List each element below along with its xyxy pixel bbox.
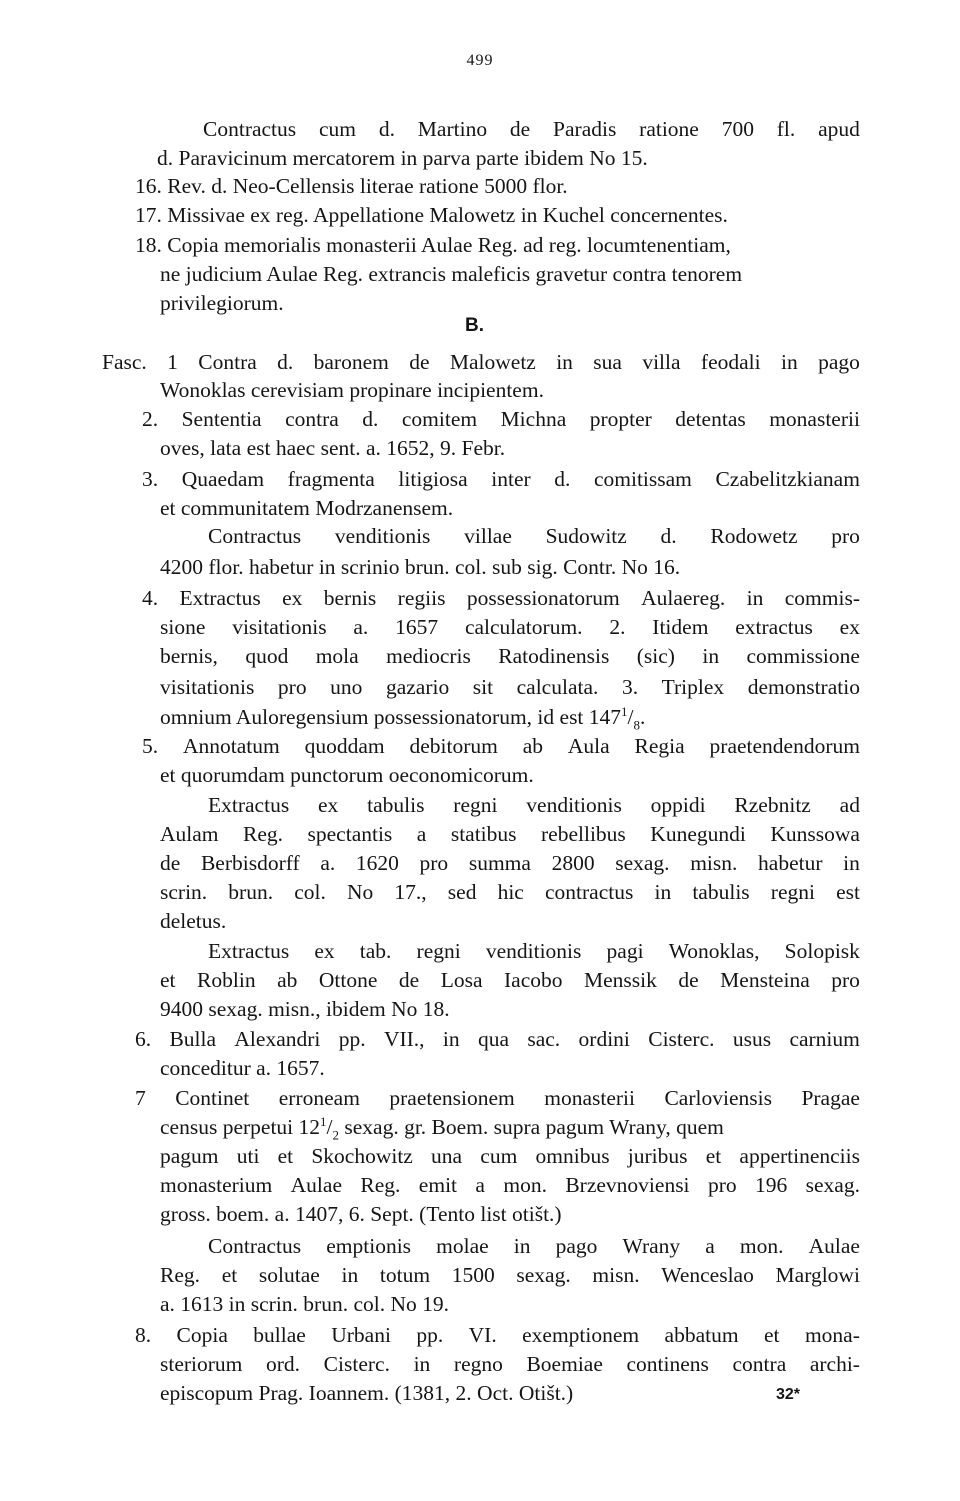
fraction-numerator: 1 (621, 703, 628, 719)
word: villa (642, 350, 681, 374)
word: Rzebnitz (734, 793, 811, 817)
word: pro (277, 675, 307, 699)
word: feodali (700, 350, 761, 374)
word: Pragae (801, 1086, 860, 1110)
word: Martino (417, 117, 488, 141)
word: detentas (675, 407, 746, 431)
word: ex (318, 793, 339, 817)
word: ex (282, 586, 303, 610)
text-line (208, 1232, 860, 1260)
word: brun. (228, 880, 274, 904)
word: Rodowetz (710, 524, 798, 548)
word: spectantis (307, 822, 393, 846)
word: comitem (401, 407, 478, 431)
word: VI. (468, 1323, 497, 1347)
text-line (160, 642, 860, 670)
text-line: 9400 sexag. misn., ibidem No 18. (160, 997, 450, 1021)
word: venditionis (485, 939, 582, 963)
word: in (843, 851, 860, 875)
word: est (836, 880, 860, 904)
word: scrin. (160, 880, 208, 904)
text-line: gross. boem. a. 1407, 6. Sept. (Tento list otišt.) (160, 1202, 562, 1226)
word: pp. (416, 1323, 444, 1347)
word: inter (491, 467, 531, 491)
word: misn. (592, 1263, 640, 1287)
word: summa (468, 851, 531, 875)
word: pro (831, 524, 860, 548)
word: regni (453, 793, 498, 817)
word: regni (416, 939, 461, 963)
word: 2800 (551, 851, 595, 875)
fraction-numerator: 1 (320, 1113, 327, 1129)
word: qua (477, 1027, 510, 1051)
word: appertinenciis (739, 1144, 860, 1168)
word: Solopisk (784, 939, 860, 963)
word: litigiosa (398, 467, 468, 491)
word: tabulis (367, 793, 425, 817)
word: erroneam (278, 1086, 360, 1110)
word: a (475, 1173, 485, 1197)
word: ordini (578, 1027, 630, 1051)
word: 2. (609, 615, 626, 639)
word: sit (472, 675, 494, 699)
word: Contractus (208, 524, 302, 548)
word: sexag. (516, 1263, 571, 1287)
word: Quaedam (181, 467, 265, 491)
text-line (208, 937, 860, 965)
word: pago (555, 1234, 598, 1258)
word: in (341, 1263, 359, 1287)
word: pro (419, 851, 449, 875)
word: una (431, 1144, 463, 1168)
word: venditionis (334, 524, 431, 548)
word: in (513, 1234, 531, 1258)
word: in (556, 350, 573, 374)
word: pro (707, 1173, 737, 1197)
word: mon. (503, 1173, 547, 1197)
line-text: census perpetui 12 (160, 1115, 321, 1139)
word: a. (320, 851, 336, 875)
word: ord. (266, 1352, 301, 1376)
word: Sententia (181, 407, 262, 431)
line-tail: sexag. gr. Boem. supra pagum Wrany, quem (339, 1115, 724, 1139)
text-line: deletus. (160, 909, 227, 933)
word: Bulla (169, 1027, 217, 1051)
word: d. (362, 407, 379, 431)
word: Marglowi (775, 1263, 860, 1287)
word: Urbani (331, 1323, 391, 1347)
word: et (221, 1263, 238, 1287)
word: debitorum (409, 734, 498, 758)
word: de (678, 968, 699, 992)
word: 1620 (355, 851, 399, 875)
text-line (142, 584, 860, 612)
word: tab. (359, 939, 392, 963)
text-line (203, 115, 860, 143)
text-line: et quorumdam punctorum oeconomicorum. (160, 763, 534, 787)
fraction-denominator: 2 (332, 1127, 339, 1143)
word: praetendendorum (709, 734, 860, 758)
word: 8. (135, 1323, 152, 1347)
word: sua (593, 350, 622, 374)
word: monasterium (160, 1173, 273, 1197)
word: misn. (690, 851, 738, 875)
word: regiis (397, 586, 446, 610)
word: Aulaereg. (641, 586, 726, 610)
word: usus (732, 1027, 772, 1051)
word: contra (732, 1352, 787, 1376)
word: Aulae (290, 1173, 342, 1197)
word: ad (839, 793, 860, 817)
word: Paradis (553, 117, 617, 141)
word: Cisterc. (648, 1027, 715, 1051)
word: uti (236, 1144, 260, 1168)
word: de (398, 968, 420, 992)
word: Triplex (661, 675, 725, 699)
word: mediocris (386, 644, 471, 668)
text-line: oves, lata est haec sent. a. 1652, 9. Febr. (160, 436, 506, 460)
word: Sudowitz (545, 524, 627, 548)
word: de (409, 350, 430, 374)
word: in (442, 1027, 460, 1051)
word: Skochowitz (311, 1144, 413, 1168)
text-line: privilegiorum. (160, 291, 284, 315)
text-line: conceditur a. 1657. (160, 1056, 325, 1080)
text-line (102, 348, 860, 376)
word: molae (436, 1234, 489, 1258)
text-line: episcopum Prag. Ioannem. (1381, 2. Oct. Otišt.) (160, 1381, 574, 1405)
word: sione (160, 615, 206, 639)
word: Malowetz (449, 350, 536, 374)
word: 6. (135, 1027, 152, 1051)
word: Michna (500, 407, 567, 431)
word: Regia (634, 734, 685, 758)
text-line (142, 405, 860, 433)
word: Ratodinensis (498, 644, 610, 668)
word: totum (379, 1263, 431, 1287)
word: Aula (567, 734, 610, 758)
word: habetur (758, 851, 823, 875)
word: Iacobo (504, 968, 563, 992)
word: Boemiae (526, 1352, 603, 1376)
word: emptionis (326, 1234, 412, 1258)
text-line (160, 820, 860, 848)
text-line (135, 1084, 860, 1112)
word: 5. (142, 734, 159, 758)
word: 4. (142, 586, 159, 610)
word: omnibus (535, 1144, 610, 1168)
text-line: 18. Copia memorialis monasterii Aulae Reg. ad reg. locumtenentiam, (135, 233, 731, 257)
word: a (416, 822, 427, 846)
word: Reg. (360, 1173, 401, 1197)
word: d. (554, 467, 571, 491)
word: villae (464, 524, 512, 548)
word: d. (277, 350, 294, 374)
word: oppidi (650, 793, 706, 817)
word: Brzevnoviensi (565, 1173, 690, 1197)
word: monasterii (544, 1086, 635, 1110)
word: venditionis (526, 793, 622, 817)
word: 17., (394, 880, 427, 904)
text-line (160, 849, 860, 877)
word: regni (770, 880, 815, 904)
word: mon. (739, 1234, 784, 1258)
word: ex (839, 615, 860, 639)
word: cum (480, 1144, 518, 1168)
word: bernis, (160, 644, 218, 668)
word: col. (294, 880, 326, 904)
word: sac. (527, 1027, 561, 1051)
page-number: 499 (466, 52, 494, 69)
text-line (142, 465, 860, 493)
word: pago (818, 350, 860, 374)
fraction-denominator: 8 (633, 717, 641, 733)
word: juribus (627, 1144, 688, 1168)
word: a. (353, 615, 369, 639)
word: ex (314, 939, 335, 963)
word: Mensteina (720, 968, 810, 992)
text-line (160, 966, 860, 994)
word: monasterii (769, 407, 860, 431)
word: fl. (776, 117, 796, 141)
text-line: 17. Missivae ex reg. Appellatione Malowetz in Kuchel concernentes. (135, 203, 728, 227)
word: pagi (606, 939, 644, 963)
word: in (702, 644, 720, 668)
word: Contra (198, 350, 257, 374)
word: sexag. (615, 851, 670, 875)
text-line (208, 791, 860, 819)
word: (sic) (636, 644, 675, 668)
word: de (160, 851, 181, 875)
word: in (654, 880, 672, 904)
word: steriorum (160, 1352, 243, 1376)
word: 700 (721, 117, 754, 141)
word: ab (522, 734, 544, 758)
word: uno (330, 675, 363, 699)
word: Contractus (208, 1234, 302, 1258)
word: calculata. (516, 675, 599, 699)
word: bernis (323, 586, 377, 610)
word: Wrany (622, 1234, 681, 1258)
word: fragmenta (287, 467, 375, 491)
word: hic (497, 880, 524, 904)
word: cum (318, 117, 357, 141)
text-line (160, 673, 860, 701)
word: contractus (544, 880, 634, 904)
word: 1657 (395, 615, 439, 639)
word: exemptionem (522, 1323, 640, 1347)
word: Menssik (584, 968, 657, 992)
word: 7 (135, 1086, 146, 1110)
text-line (135, 1025, 860, 1053)
word: sed (447, 880, 477, 904)
word: Reg. (243, 822, 284, 846)
text-line (160, 1350, 860, 1378)
word: Aulam (160, 822, 219, 846)
word: et (705, 1144, 722, 1168)
word: a (705, 1234, 715, 1258)
word: Wenceslao (661, 1263, 754, 1287)
word: Ottone (318, 968, 378, 992)
word: continens (626, 1352, 709, 1376)
word: comitissam (593, 467, 692, 491)
word: praetensionem (389, 1086, 515, 1110)
word: Aulae (808, 1234, 860, 1258)
word: in (746, 586, 764, 610)
word: mona- (804, 1323, 860, 1347)
word: possessionatorum (466, 586, 620, 610)
word: Carloviensis (664, 1086, 772, 1110)
text-line (160, 1261, 860, 1289)
word: tabulis (692, 880, 750, 904)
word: Kunssowa (770, 822, 860, 846)
word: apud (818, 117, 860, 141)
word: d. (378, 117, 395, 141)
word: Reg. (160, 1263, 201, 1287)
word: 3. (142, 467, 159, 491)
word: et (277, 1144, 294, 1168)
word: visitationis (232, 615, 327, 639)
word: pro (831, 968, 860, 992)
word: pagum (160, 1144, 219, 1168)
word: visitationis (160, 675, 255, 699)
word: et (764, 1323, 780, 1347)
word: sexag. (805, 1173, 860, 1197)
word: Extractus (208, 793, 290, 817)
word: quoddam (304, 734, 385, 758)
word: 196 (755, 1173, 788, 1197)
text-line: a. 1613 in scrin. brun. col. No 19. (160, 1292, 450, 1316)
word: Fasc. (102, 350, 147, 374)
word: commissione (746, 644, 860, 668)
word: de (509, 117, 531, 141)
word: Wonoklas, (668, 939, 760, 963)
text-line (142, 732, 860, 760)
word: rebellibus (541, 822, 626, 846)
word: commis- (784, 586, 860, 610)
text-line: et communitatem Modrzanensem. (160, 496, 454, 520)
word: pp. (338, 1027, 366, 1051)
section-letter: B. (465, 315, 484, 336)
word: ab (277, 968, 298, 992)
word: statibus (450, 822, 517, 846)
word: carnium (789, 1027, 860, 1051)
word: 1500 (451, 1263, 495, 1287)
word: contra (285, 407, 339, 431)
text-line (160, 1142, 860, 1170)
word: 3. (621, 675, 639, 699)
word: et (160, 968, 176, 992)
word: propter (589, 407, 652, 431)
word: gazario (385, 675, 450, 699)
word: Roblin (197, 968, 256, 992)
word: No (347, 880, 374, 904)
word: Cisterc. (323, 1352, 390, 1376)
text-line: d. Paravicinum mercatorem in parva parte ibidem No 15. (157, 146, 648, 170)
text-line (160, 878, 860, 906)
text-line: census perpetui $12^1/_2$ sexag. gr. Boem. supra pagum Wrany, quem (160, 1113, 724, 1143)
text-line (135, 1321, 860, 1349)
word: bullae (253, 1323, 306, 1347)
word: Itidem (652, 615, 709, 639)
text-line (160, 613, 860, 641)
word: 2. (142, 407, 159, 431)
word: Losa (440, 968, 483, 992)
word: baronem (313, 350, 389, 374)
word: solutae (258, 1263, 320, 1287)
word: emit (418, 1173, 458, 1197)
text-line: 16. Rev. d. Neo-Cellensis literae ratione 5000 flor. (135, 174, 568, 198)
word: ratione (639, 117, 699, 141)
word: VII., (383, 1027, 425, 1051)
text-line (160, 1171, 860, 1199)
line-tail: . (640, 705, 646, 729)
word: Kunegundi (650, 822, 746, 846)
text-line: ne judicium Aulae Reg. extrancis maleficis gravetur contra tenorem (160, 262, 743, 286)
word: Berbisdorff (200, 851, 300, 875)
word: Czabelitzkianam (715, 467, 860, 491)
word: regno (453, 1352, 503, 1376)
word: demonstratio (747, 675, 860, 699)
line-text: omnium Auloregensium possessionatorum, id est 147 (160, 705, 622, 729)
word: Copia (176, 1323, 228, 1347)
word: d. (660, 524, 677, 548)
text-line: omnium Auloregensium possessionatorum, id est $147^1/_8$. (160, 703, 646, 733)
word: abbatum (664, 1323, 739, 1347)
word: mola (315, 644, 359, 668)
word: calculatorum. (464, 615, 583, 639)
word: 1 (167, 350, 178, 374)
word: extractus (735, 615, 813, 639)
signature-mark: 32* (776, 1386, 801, 1403)
word: Continet (175, 1086, 250, 1110)
word: in (413, 1352, 431, 1376)
word: quod (245, 644, 289, 668)
text-line: Wonoklas cerevisiam propinare incipientem. (160, 378, 544, 402)
word: Annotatum (182, 734, 280, 758)
word: Contractus (203, 117, 297, 141)
word: Extractus (179, 586, 261, 610)
word: Alexandri (234, 1027, 321, 1051)
word: archi- (809, 1352, 860, 1376)
text-line (208, 522, 860, 550)
word: Extractus (208, 939, 290, 963)
text-line: 4200 flor. habetur in scrinio brun. col. sub sig. Contr. No 16. (160, 555, 681, 579)
word: in (780, 350, 798, 374)
